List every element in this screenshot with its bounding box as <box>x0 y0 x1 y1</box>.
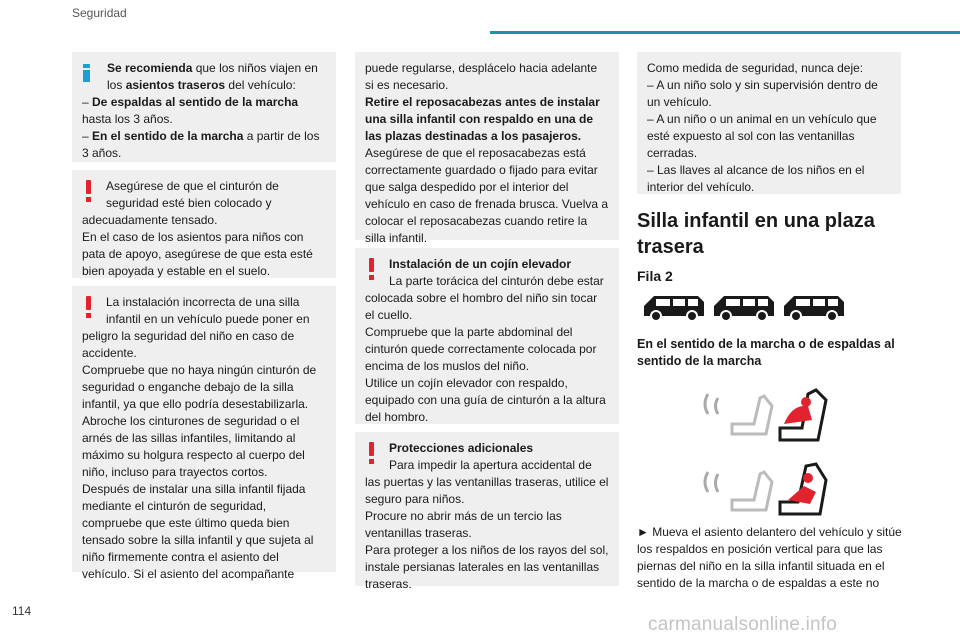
car-icon <box>782 292 846 322</box>
installation-warning-fasten: Abroche los cinturones de seguridad o el arnés de las sillas infantiles, limitando al máximo su holgura respecto al cuerpo del niño, incluso para trayectos cortos. <box>82 414 305 479</box>
booster-warning <box>355 248 619 424</box>
warning-icon <box>86 180 91 202</box>
recommend-text-2: del vehículo: <box>225 78 296 92</box>
recommend-item-1-text: hasta los 3 años. <box>82 112 173 126</box>
row-title: Fila 2 <box>637 268 673 284</box>
headrest-note-adjust: puede regularse, desplácelo hacia adelante si es necesario. <box>365 61 598 92</box>
car-icon <box>642 292 706 322</box>
recommendation-note <box>72 52 336 162</box>
direction-title: En el sentido de la marcha o de espaldas al sentido de la marcha <box>637 337 895 368</box>
booster-warning-lead: La parte torácica del cinturón debe estar <box>389 274 604 288</box>
recommend-text-1: que los niños viajen en los <box>107 61 318 92</box>
booster-warning-rest: colocada sobre el hombro del niño sin tocar el cuello. <box>365 291 598 322</box>
page-number: 114 <box>12 604 32 618</box>
child-seat-rear-facing-figure <box>680 384 840 446</box>
booster-warning-title: Instalación de un cojín elevador <box>389 257 572 271</box>
installation-warning <box>72 286 336 581</box>
recommend-item-1-bold: De espaldas al sentido de la marcha <box>92 95 299 109</box>
header-accent-bar <box>490 31 960 34</box>
recommend-item-2-text: a partir de los 3 años. <box>82 129 320 160</box>
seatbelt-warning-rest: adecuadamente tensado. <box>82 213 218 227</box>
recommend-dash-1: – <box>82 95 93 109</box>
headrest-note <box>355 52 619 245</box>
additional-protection-windows: Procure no abrir más de un tercio las ventanillas traseras. <box>365 509 562 540</box>
additional-protection-rest: las puertas y las ventanillas traseras, utilice el seguro para niños. <box>365 475 609 506</box>
seatbelt-warning-lead: Asegúrese de que el cinturón de seguridad esté bien colocado y <box>106 179 279 210</box>
headrest-note-store: Asegúrese de que el reposacabezas está correctamente guardado o fijado para evitar que salga despedido por el interior del vehículo en caso de frenada brusca. Vuelva a colocar el reposacabezas cuando retire la silla infantil. <box>365 146 609 245</box>
safety-never-leave-note <box>637 52 901 194</box>
installation-warning-lead: La instalación incorrecta de una silla infantil en un vehículo puede poner en <box>106 295 310 326</box>
safety-item-2: – A un niño o un animal en un vehículo que esté expuesto al sol con las ventanillas cerradas. <box>647 112 877 160</box>
installation-warning-after: Después de instalar una silla infantil fijada mediante el cinturón de seguridad, compruebe que este último queda bien tensado sobre la silla infantil y que sujeta al niño firmemente contra el asiento del vehículo. Si el asiento del acompañante <box>82 482 314 581</box>
additional-protection-lead: Para impedir la apertura accidental de <box>389 458 592 472</box>
booster-warning-cushion: Utilice un cojín elevador con respaldo, equipado con una guía de cinturón a la altura del hombro. <box>365 376 606 424</box>
installation-warning-rest: peligro la seguridad del niño en caso de accidente. <box>82 329 295 360</box>
additional-protection-title: Protecciones adicionales <box>389 441 534 455</box>
headrest-note-remove: Retire el reposacabezas antes de instalar una silla infantil con respaldo en una de las plazas destinadas a los pasajeros. <box>365 95 600 143</box>
seatbelt-warning <box>72 170 336 278</box>
safety-intro: Como medida de seguridad, nunca deje: <box>647 61 864 75</box>
info-icon <box>83 64 90 82</box>
safety-item-3: – Las llaves al alcance de los niños en el interior del vehículo. <box>647 163 865 194</box>
watermark: carmanualsonline.info <box>648 614 838 635</box>
child-seat-forward-facing-figure <box>680 458 840 520</box>
warning-icon <box>369 258 374 280</box>
recommend-bold-1: Se recomienda <box>107 61 193 75</box>
additional-protection-warning <box>355 432 619 591</box>
safety-item-1: – A un niño solo y sin supervisión dentro de un vehículo. <box>647 78 878 109</box>
header-section-title: Seguridad <box>72 6 127 20</box>
booster-warning-lap: Compruebe que la parte abdominal del cinturón quede correctamente colocada por encima de los muslos del niño. <box>365 325 597 373</box>
section-title: Silla infantil en una plaza trasera <box>637 210 875 258</box>
installation-warning-check: Compruebe que no haya ningún cinturón de seguridad o enganche debajo de la silla infantil, ya que ello podría desestabilizarla. <box>82 363 317 411</box>
move-front-seat-instruction: ► Mueva el asiento delantero del vehículo y sitúe los respaldos en posición vertical para que las piernas del niño en la silla infantil situada en el sentido de la marcha o de espaldas a este no <box>637 525 902 590</box>
warning-icon <box>369 442 374 464</box>
car-icon <box>712 292 776 322</box>
seatbelt-warning-support-leg: En el caso de los asientos para niños con pata de apoyo, asegúrese de que esta esté bien apoyada y estable en el suelo. <box>82 230 313 278</box>
recommend-dash-2: – <box>82 129 93 143</box>
recommend-bold-2: asientos traseros <box>125 78 226 92</box>
recommend-item-2-bold: En el sentido de la marcha <box>92 129 244 143</box>
additional-protection-sun: Para proteger a los niños de los rayos del sol, instale persianas laterales en las ventanillas traseras. <box>365 543 609 591</box>
warning-icon <box>86 296 91 318</box>
